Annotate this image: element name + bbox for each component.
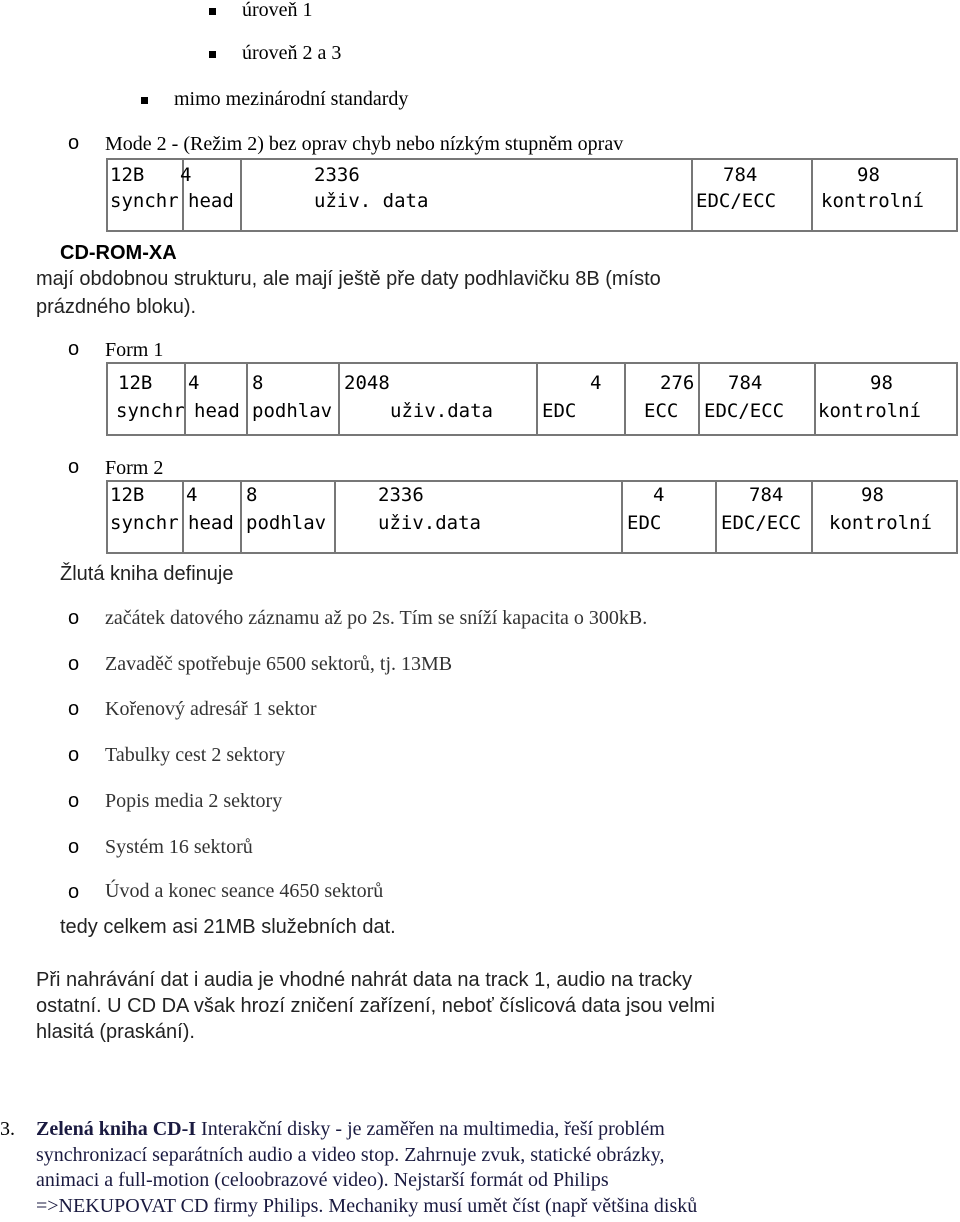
form-1-heading: Form 1 — [105, 339, 164, 361]
total-summary: tedy celkem asi 21MB služebních dat. — [60, 916, 396, 938]
square-bullet-icon — [141, 97, 148, 104]
cell-label: EDC/ECC — [721, 512, 802, 534]
form-2-sector-table — [106, 480, 958, 554]
table-cell — [108, 482, 184, 552]
table-cell — [813, 160, 956, 230]
list-item: Zavaděč spotřebuje 6500 sektorů, tj. 13MB — [105, 653, 453, 675]
cell-value: 4 — [188, 372, 200, 394]
table-cell — [813, 482, 956, 552]
circle-bullet: o — [68, 744, 80, 766]
circle-bullet: o — [68, 790, 80, 812]
cell-value: 12B — [110, 164, 145, 186]
cell-label: kontrolní — [821, 190, 924, 212]
section-number: 3. — [0, 1118, 15, 1140]
cd-rom-xa-heading: CD-ROM-XA — [60, 242, 177, 264]
table-cell — [623, 482, 717, 552]
table-cell — [336, 482, 623, 552]
cell-value: 4 — [186, 484, 198, 506]
table-cell — [186, 364, 248, 434]
circle-bullet: o — [68, 653, 80, 675]
xa-description-line-1: mají obdobnou strukturu, ale mají ještě pře daty podhlavičku 8B (místo — [36, 268, 661, 290]
green-book-intro: Interakční disky - je zaměřen na multimedia, řeší problém — [196, 1118, 665, 1140]
cell-label: kontrolní — [818, 400, 921, 422]
cell-value: 784 — [728, 372, 763, 394]
cell-label: kontrolní — [829, 512, 932, 534]
circle-bullet: o — [68, 338, 80, 360]
cell-value: 2336 — [314, 164, 360, 186]
recording-note-line-1: Při nahrávání dat i audia je vhodné nahrát data na track 1, audio na tracky — [36, 969, 692, 991]
level-2-3-text: úroveň 2 a 3 — [242, 42, 342, 64]
table-cell — [538, 364, 626, 434]
cell-value: 784 — [723, 164, 758, 186]
recording-note-line-3: hlasitá (praskání). — [36, 1021, 195, 1043]
circle-bullet: o — [68, 698, 80, 720]
cell-value: 276 — [660, 372, 695, 394]
cell-value: 8 — [246, 484, 258, 506]
square-bullet-icon — [209, 51, 216, 58]
xa-description-line-2: prázdného bloku). — [36, 296, 197, 318]
table-cell — [242, 482, 336, 552]
yellow-book-heading: Žlutá kniha definuje — [60, 563, 234, 585]
list-item: Tabulky cest 2 sektory — [105, 744, 286, 766]
cell-label: head — [188, 190, 234, 212]
cell-label: uživ.data — [378, 512, 481, 534]
table-cell — [180, 160, 242, 230]
table-cell — [717, 482, 813, 552]
table-cell — [248, 364, 340, 434]
cell-value: 98 — [861, 484, 884, 506]
cell-value: 2048 — [344, 372, 390, 394]
table-cell — [108, 364, 186, 434]
level-1-text: úroveň 1 — [242, 0, 313, 21]
list-item: Úvod a konec seance 4650 sektorů — [105, 880, 384, 902]
cell-label: podhlav — [246, 512, 327, 534]
cell-value: 12B — [110, 484, 145, 506]
circle-bullet: o — [68, 132, 80, 154]
table-cell — [340, 364, 538, 434]
cell-value: 784 — [749, 484, 784, 506]
green-book-line-1 — [36, 1118, 665, 1141]
circle-bullet: o — [68, 836, 80, 858]
recording-note-line-2: ostatní. U CD DA však hrozí zničení zařízení, neboť číslicová data jsou velmi — [36, 995, 715, 1017]
cell-label: synchr — [110, 190, 179, 212]
circle-bullet: o — [68, 881, 80, 903]
cell-value: 98 — [857, 164, 880, 186]
cell-value: 2336 — [378, 484, 424, 506]
list-item: začátek datového záznamu až po 2s. Tím se sníží kapacita o 300kB. — [105, 607, 648, 629]
table-cell — [108, 160, 184, 230]
green-book-line-2: synchronizací separátních audio a video stop. Zahrnuje zvuk, statické obrázky, — [36, 1144, 665, 1166]
form-2-heading: Form 2 — [105, 457, 164, 479]
list-item: Popis media 2 sektory — [105, 790, 283, 812]
cell-label: uživ. data — [314, 190, 429, 212]
form-1-sector-table — [106, 362, 958, 436]
cell-value: 12B — [118, 372, 153, 394]
cell-value: 4 — [590, 372, 602, 394]
table-cell — [242, 160, 693, 230]
green-book-line-3: animaci a full-motion (celoobrazové video). Nejstarší formát od Philips — [36, 1169, 609, 1191]
cell-label: head — [194, 400, 240, 422]
table-cell — [816, 364, 956, 434]
cell-label: EDC — [542, 400, 577, 422]
cell-label: synchr — [110, 512, 179, 534]
cell-value: 98 — [870, 372, 893, 394]
cell-label: EDC/ECC — [704, 400, 785, 422]
list-item: Systém 16 sektorů — [105, 836, 253, 858]
table-cell — [700, 364, 816, 434]
cell-value: 8 — [252, 372, 264, 394]
green-book-line-4: =>NEKUPOVAT CD firmy Philips. Mechaniky musí umět číst (např většina disků — [36, 1195, 698, 1217]
mode2-heading: Mode 2 - (Režim 2) bez oprav chyb nebo nízkým stupněm oprav — [105, 133, 624, 155]
table-cell — [693, 160, 813, 230]
cell-label: ECC — [644, 400, 679, 422]
list-item: Kořenový adresář 1 sektor — [105, 698, 317, 720]
circle-bullet: o — [68, 607, 80, 629]
cell-label: podhlav — [252, 400, 333, 422]
cell-label: head — [188, 512, 234, 534]
cell-label: EDC/ECC — [696, 190, 777, 212]
square-bullet-icon — [209, 8, 216, 15]
circle-bullet: o — [68, 456, 80, 478]
non-standard-text: mimo mezinárodní standardy — [174, 88, 409, 110]
table-cell — [184, 482, 242, 552]
cell-value: 4 — [653, 484, 665, 506]
cell-label: synchr — [116, 400, 185, 422]
cell-label: EDC — [627, 512, 662, 534]
mode2-sector-table — [106, 158, 958, 232]
cell-value: 4 — [180, 164, 192, 186]
cell-label: uživ.data — [390, 400, 493, 422]
table-cell — [626, 364, 700, 434]
green-book-title: Zelená kniha CD-I — [36, 1118, 197, 1140]
